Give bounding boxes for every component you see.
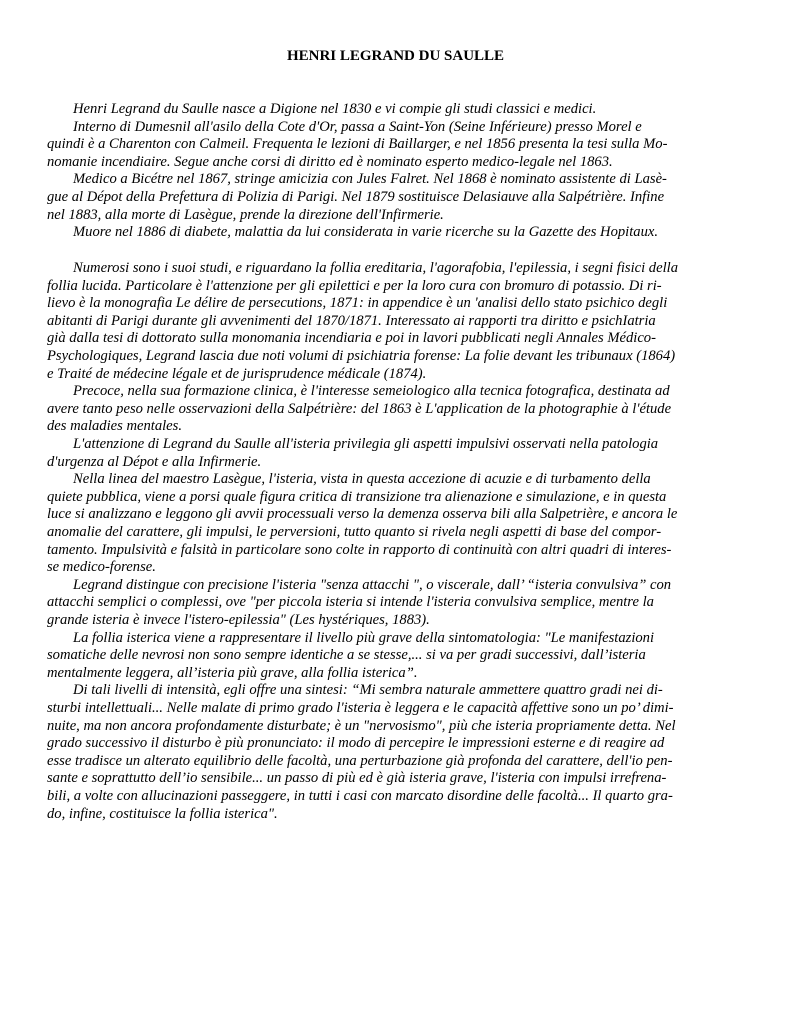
text-line: follia lucida. Particolare è l'attenzione per gli epilettici e per la loro cura con bromuro di potassio. Di ri- — [47, 278, 662, 294]
text-line: tamento. Impulsività e falsità in particolare sono colte in rapporto di continuità con altri quadri di interes- — [47, 542, 672, 558]
text-line: sante e soprattutto dell’io sensibile... un passo di più ed è già isteria grave, l'isteria con impulsi irrefrena- — [47, 770, 667, 786]
text-line: esse tradisce un alterato equilibrio delle facoltà, una perturbazione già profonda del carattere, dell'io pen- — [47, 753, 673, 769]
text-line: quindi è a Charenton con Calmeil. Frequenta le lezioni di Baillarger, e nel 1856 presenta la tesi sulla Mo- — [47, 136, 668, 152]
text-line: se medico-forense. — [47, 559, 156, 575]
text-line: avere tanto peso nelle osservazioni della Salpétrière: del 1863 è L'application de la photographie à l'étude — [47, 401, 672, 417]
text-line: nomanie incendiaire. Segue anche corsi di diritto ed è nominato esperto medico-legale nel 1863. — [47, 154, 613, 170]
text-line: e Traité de médecine légale et de jurisprudence médicale (1874). — [47, 366, 427, 382]
text-line: luce si analizzano e leggono gli avvii processuali verso la demenza osserva bili alla Salpetrière, e ancora le — [47, 506, 678, 522]
text-line: Muore nel 1886 di diabete, malattia da lui considerata in varie ricerche su la Gazette des Hopitaux. — [73, 224, 659, 240]
text-line: La follia isterica viene a rappresentare il livello più grave della sintomatologia: "Le manifestazioni — [73, 630, 655, 646]
text-line: grande isteria è invece l'istero-epilessia" (Les hystériques, 1883). — [47, 612, 430, 628]
text-line: somatiche delle nevrosi non sono sempre identiche a se stesse,... si va per gradi successivi, dall’isteria — [47, 647, 646, 663]
text-line: Di tali livelli di intensità, egli offre una sintesi: “Mi sembra naturale ammettere quattro gradi nei di- — [73, 682, 663, 698]
text-line: quiete pubblica, viene a porsi quale figura critica di transizione tra alienazione e simulazione, e in questa — [47, 489, 667, 505]
text-line: L'attenzione di Legrand du Saulle all'isteria privilegia gli aspetti impulsivi osservati nella patologia — [73, 436, 659, 452]
text-line: mentalmente leggera, all’isteria più grave, alla follia isterica”. — [47, 665, 418, 681]
text-line: Precoce, nella sua formazione clinica, è l'interesse semeiologico alla tecnica fotografica, destinata ad — [73, 383, 670, 399]
text-line: do, infine, costituisce la follia isterica". — [47, 806, 278, 822]
text-line: Numerosi sono i suoi studi, e riguardano la follia ereditaria, l'agorafobia, l'epilessia, i segni fisici della — [73, 260, 678, 276]
text-line: lievo è la monografia Le délire de persecutions, 1871: in appendice è un 'analisi dello stato psichico degli — [47, 295, 668, 311]
text-line: bili, a volte con allucinazioni passeggere, in tutti i casi con marcato disordine delle facoltà... Il quarto gra- — [47, 788, 673, 804]
text-line: d'urgenza al Dépot e alla Infirmerie. — [47, 454, 262, 470]
text-line: abitanti di Parigi durante gli avvenimenti del 1870/1871. Interessato ai rapporti tra diritto e psichIatria — [47, 313, 656, 329]
text-line: gue al Dépot della Prefettura di Polizia di Parigi. Nel 1879 sostituisce Delasiauve alla Salpétrière. Infine — [47, 189, 665, 205]
text-line: nuite, ma non ancora profondamente disturbate; è un "nervosismo", più che isteria propriamente detta. Nel — [47, 718, 676, 734]
text-line: già dalla tesi di dottorato sulla monomania incendiaria e poi in lavori pubblicati negli Annales Médico- — [47, 330, 656, 346]
text-line: Henri Legrand du Saulle nasce a Digione nel 1830 e vi compie gli studi classici e medici. — [73, 101, 597, 117]
text-line: des maladies mentales. — [47, 418, 182, 434]
text-line: Nella linea del maestro Lasègue, l'isteria, vista in questa accezione di acuzie e di turbamento della — [73, 471, 651, 487]
text-line: attacchi semplici o complessi, ove "per piccola isteria si intende l'isteria convulsiva semplice, mentre la — [47, 594, 654, 610]
text-line: Interno di Dumesnil all'asilo della Cote d'Or, passa a Saint-Yon (Seine Inférieure) presso Morel e — [73, 119, 642, 135]
text-line: Legrand distingue con precisione l'isteria "senza attacchi ", o viscerale, dall’ “isteria convulsiva” con — [73, 577, 672, 593]
text-line: Medico a Bicétre nel 1867, stringe amicizia con Jules Falret. Nel 1868 è nominato assistente di Lasè- — [73, 171, 667, 187]
text-line: grado successivo il disturbo è più pronunciato: il modo di percepire le impressioni esterne e di reagire ad — [47, 735, 665, 751]
text-line: anomalie del carattere, gli impulsi, le perversioni, tutto quanto si rivela negli aspetti di base del compor- — [47, 524, 662, 540]
document-title: HENRI LEGRAND DU SAULLE — [286, 48, 505, 64]
text-line: nel 1883, alla morte di Lasègue, prende la direzione dell'Infirmerie. — [47, 207, 444, 223]
text-line: Psychologiques, Legrand lascia due noti volumi di psichiatria forense: La folie devant les tribunaux (1864) — [47, 348, 676, 364]
text-line: sturbi intellettuali... Nelle malate di primo grado l'isteria è leggera e le capacità affettive sono un po’ dimi- — [47, 700, 674, 716]
